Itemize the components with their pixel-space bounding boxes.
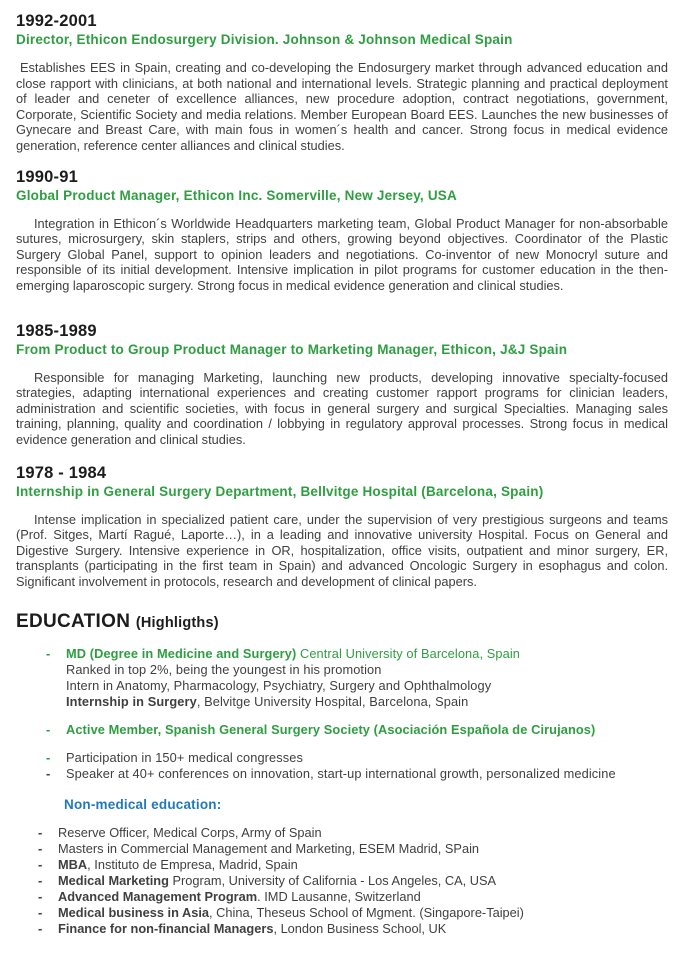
list-item-line [58, 889, 668, 905]
non-medical-education-list [38, 825, 668, 937]
bullet-dash-icon: - [38, 857, 43, 873]
list-item-line [66, 750, 668, 766]
job-section-1985-1989 [16, 322, 668, 448]
list-item-line [58, 921, 668, 937]
education-heading-suffix: (Highligths) [135, 615, 219, 632]
text-run: Masters in Commercial Management and Marketing, ESEM Madrid, SPain [58, 841, 480, 857]
text-run: , London Business School, UK [273, 921, 447, 937]
text-run: , China, Theseus School of Mgment. (Singapore-Taipei) [209, 905, 524, 921]
education-heading-text: EDUCATION [16, 611, 131, 633]
bullet-dash-icon: - [38, 841, 43, 857]
job-description: Responsible for managing Marketing, launching new products, developing innovative specialty-focused strategies, adapting international experiences and creating customer rapport programs for clinician leaders, administration and scientific societies, with focus in general surgery and surgical Specialties. Managing sales training, planning, quality and coordination / lobbying in regulatory approval processes. Strong focus in medical evidence generation and clinical studies. [16, 369, 668, 447]
job-period: 1978 - 1984 [16, 463, 107, 482]
job-title: Director, Ethicon Endosurgery Division. Johnson & Johnson Medical Spain [16, 32, 513, 47]
non-medical-education-item [38, 857, 668, 873]
text-run: Participation in 150+ medical congresses [66, 750, 303, 766]
job-title: From Product to Group Product Manager to Marketing Manager, Ethicon, J&J Spain [16, 341, 568, 357]
bullet-dash-icon: - [46, 646, 51, 662]
non-medical-education-item [38, 825, 668, 841]
job-period: 1985-1989 [16, 321, 97, 340]
list-item-line [66, 646, 668, 662]
list-item-line [66, 766, 668, 782]
education-highlight-item [46, 646, 668, 710]
bullet-dash-icon: - [46, 722, 51, 738]
list-item-line [66, 722, 668, 738]
text-run: Finance for non-financial Managers [58, 921, 274, 937]
education-heading [16, 611, 668, 634]
list-item-line [58, 841, 668, 857]
non-medical-education-item [38, 889, 668, 905]
text-run: Reserve Officer, Medical Corps, Army of Spain [58, 825, 322, 841]
text-run: Program, University of California - Los Angeles, CA, USA [168, 873, 497, 889]
non-medical-education-item [38, 921, 668, 937]
education-section [16, 611, 668, 937]
text-run: Advanced Management Program [58, 889, 258, 905]
text-run: , Belvitge University Hospital, Barcelona, Spain [196, 694, 469, 710]
job-description: Establishes EES in Spain, creating and co-developing the Endosurgery market through advanced education and close rapport with clinicians, at both national and international levels. Strategic planning and practical deployment of leader and ceneter of excellence alliances, new procedure adoption, contract negotiations, government, Corporate, Scientific Society and media relations. Member European Board EES. Launches the new businesses of Gynecare and Breast Care, with main fous in women´s health and cancer. Strong focus in medical evidence generation, reference center alliances and clinical studies. [16, 60, 668, 153]
bullet-dash-icon: - [38, 889, 43, 905]
text-run: Ranked in top 2%, being the youngest in his promotion [66, 662, 382, 678]
non-medical-education-item [38, 841, 668, 857]
text-run: Active Member, Spanish General Surgery Society (Asociación Española de Cirujanos) [66, 722, 596, 738]
job-section-1978-1984 [16, 464, 668, 590]
bullet-dash-icon: - [38, 905, 43, 921]
text-run: Intern in Anatomy, Pharmacology, Psychiatry, Surgery and Ophthalmology [66, 678, 492, 694]
list-item-line [58, 857, 668, 873]
education-highlights-list [46, 646, 668, 782]
list-item-line [66, 694, 668, 710]
job-section-1992-2001 [16, 12, 668, 154]
text-run: Medical business in Asia [58, 905, 210, 921]
bullet-dash-icon: - [46, 766, 51, 782]
education-highlight-item [46, 750, 668, 766]
non-medical-education-item [38, 873, 668, 889]
bullet-dash-icon: - [38, 825, 43, 841]
job-description: Intense implication in specialized patient care, under the supervision of very prestigious surgeons and teams (Prof. Sitges, Martí Ragué, Laporte…), in a leading and innovative university Hospital. Focus on General and Digestive Surgery. Intensive experience in OR, hospitalization, office visits, outpatient and minor surgery, ER, transplants (participating in the first team in Spain) and advanced Oncologic Surgery in esophagus and colon. Significant involvement in protocols, research and development of clinical papers. [16, 511, 668, 589]
bullet-dash-icon: - [38, 873, 43, 889]
job-period: 1990-91 [16, 167, 78, 186]
text-run: . IMD Lausanne, Switzerland [257, 889, 421, 905]
list-item-line [58, 825, 668, 841]
job-section-1990-91 [16, 168, 668, 294]
bullet-dash-icon: - [46, 750, 51, 766]
job-title: Internship in General Surgery Department, Bellvitge Hospital (Barcelona, Spain) [16, 483, 544, 499]
list-item-line [58, 905, 668, 921]
list-item-line [66, 662, 668, 678]
list-item-line [58, 873, 668, 889]
non-medical-education-heading: Non-medical education: [64, 797, 222, 813]
education-highlight-item [46, 722, 668, 738]
education-highlight-item [46, 766, 668, 782]
text-run: Medical Marketing [58, 873, 169, 889]
text-run: MBA [58, 857, 88, 873]
text-run: Speaker at 40+ conferences on innovation, start-up international growth, personalized medicine [66, 766, 616, 782]
job-title: Global Product Manager, Ethicon Inc. Somerville, New Jersey, USA [16, 187, 457, 203]
job-period: 1992-2001 [16, 12, 97, 30]
text-run: MD (Degree in Medicine and Surgery) [66, 646, 300, 662]
non-medical-education-item [38, 905, 668, 921]
bullet-dash-icon: - [38, 921, 43, 937]
job-description: Integration in Ethicon´s Worldwide Headquarters marketing team, Global Product Manager for non-absorbable sutures, microsurgery, skin staplers, strips and others, growing beyond objectives. Coordinator of the Plastic Surgery Global Panel, support to opinion leaders and negotiations. Co-inventor of new Monocryl suture and responsible of its initial development. Intensive implication in pilot programs for customer education in the then-emerging laparoscopic surgery. Strong focus in medical evidence generation and clinical studies. [16, 215, 668, 293]
text-run: , Instituto de Empresa, Madrid, Spain [87, 857, 298, 873]
list-item-line [66, 678, 668, 694]
text-run: Central University of Barcelona, Spain [300, 646, 521, 662]
text-run: Internship in Surgery [66, 694, 197, 710]
